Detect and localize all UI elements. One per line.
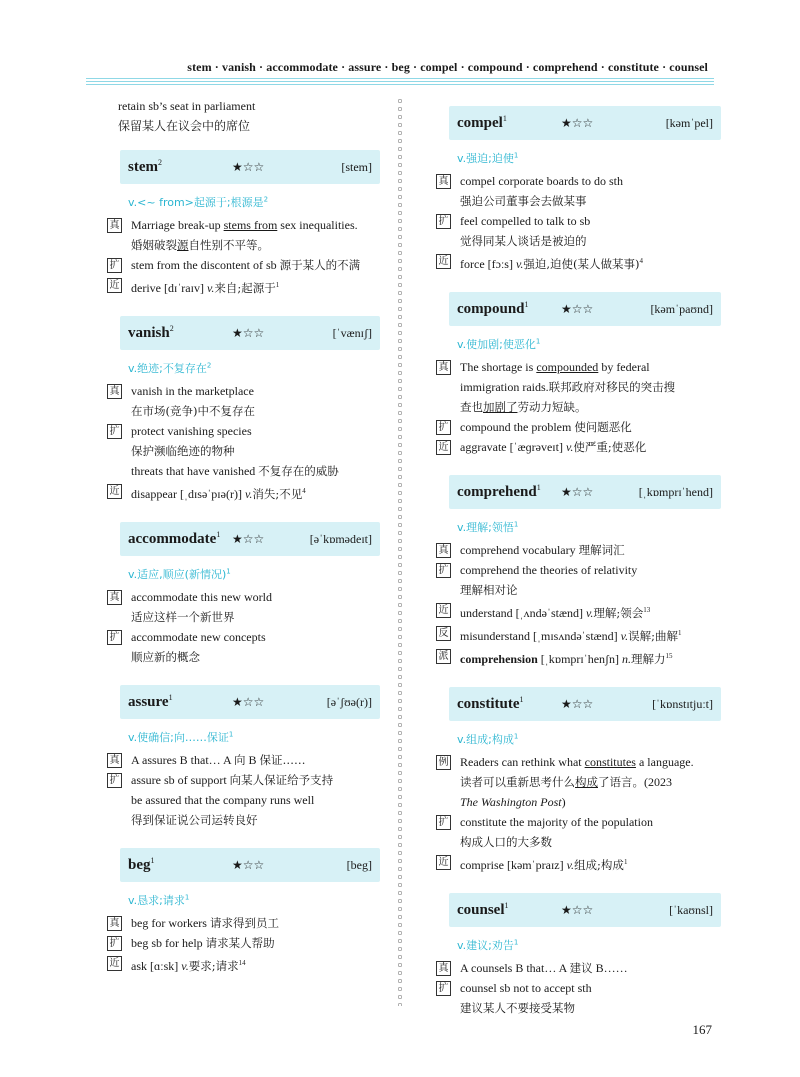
star-rating-icon: ★☆☆	[232, 326, 265, 340]
headword: compound$^1$	[457, 300, 529, 317]
entry-line: 构成人口的大多数	[460, 835, 552, 849]
entry-line: 查也加剧了劳动力短缺。	[460, 400, 587, 414]
label-box-icon: 真	[436, 961, 451, 976]
phonetic: [stem]	[341, 160, 372, 174]
label-box-icon: 近	[107, 484, 122, 499]
star-rating-icon: ★☆☆	[232, 858, 265, 872]
entry-line: 真 beg for workers 请求得到员工	[118, 913, 380, 933]
label-box-icon: 扩	[107, 630, 122, 645]
meaning: v.使确信;向……保证$^1$	[128, 730, 234, 744]
headword: stem$^2$	[128, 158, 162, 175]
headword: accommodate$^1$	[128, 530, 221, 547]
entry-line: 扩 compound the problem 使问题恶化	[447, 417, 721, 437]
entry-headword-box	[449, 106, 721, 140]
label-box-icon: 反	[436, 626, 451, 641]
phonetic: [ˈvænɪʃ]	[332, 326, 372, 340]
entry-line: 扩 accommodate new concepts	[118, 627, 380, 647]
entry-line: 在市场(竞争)中不复存在	[131, 404, 255, 418]
phonetic: [beg]	[346, 858, 372, 872]
entry-line: 派 comprehension [ˌkɒmprɪˈhenʃn] n.理解力$^{15}$	[447, 646, 721, 669]
meaning: v.<~ from>起源于;根源是$^2$	[128, 195, 269, 209]
entry-constitute	[438, 687, 721, 875]
entry-line: 真 compel corporate boards to do sth	[447, 171, 721, 191]
entry-line: 反 misunderstand [ˌmɪsʌndəˈstænd] v.误解;曲解$^1$	[447, 623, 721, 646]
entry-line: 扩 constitute the majority of the population	[447, 812, 721, 832]
entry-line: 理解相对论	[460, 583, 518, 597]
entry-headword-box	[120, 685, 380, 719]
label-box-icon: 近	[436, 855, 451, 870]
entry-headword-box	[120, 150, 380, 184]
entry-vanish	[109, 316, 380, 504]
carryover-en: retain sb’s seat in parliament	[118, 99, 256, 113]
meaning: v.恳求;请求$^1$	[128, 893, 190, 907]
label-box-icon: 近	[107, 956, 122, 971]
entry-line: 保护濒临绝迹的物种	[131, 444, 235, 458]
entry-line: 近 disappear [ˌdɪsəˈpɪə(r)] v.消失;不见$^4$	[118, 481, 380, 504]
star-rating-icon: ★☆☆	[232, 695, 265, 709]
label-box-icon: 真	[107, 384, 122, 399]
entry-line: 得到保证说公司运转良好	[131, 813, 258, 827]
entry-headword-box	[449, 893, 721, 927]
label-box-icon: 扩	[107, 773, 122, 788]
entry-line: 近 aggravate [ˈæɡrəveɪt] v.使严重;使恶化	[447, 437, 721, 457]
phonetic: [ˈkɒnstɪtjuːt]	[652, 697, 713, 711]
entry-line: 扩 stem from the discontent of sb 源于某人的不满	[118, 255, 380, 275]
label-box-icon: 近	[107, 278, 122, 293]
meaning: v.强迫;迫使$^1$	[457, 151, 519, 165]
entry-headword-box	[449, 292, 721, 326]
label-box-icon: 扩	[436, 815, 451, 830]
entry-line: 建议某人不要接受某物	[460, 1001, 575, 1015]
carryover-zh: 保留某人在议会中的席位	[118, 119, 251, 133]
entry-compound	[438, 292, 721, 457]
label-box-icon: 真	[436, 360, 451, 375]
entry-line: 扩 beg sb for help 请求某人帮助	[118, 933, 380, 953]
entry-line: 真 accommodate this new world	[118, 587, 380, 607]
headword: assure$^1$	[128, 693, 173, 710]
headword: counsel$^1$	[457, 901, 509, 918]
label-box-icon: 扩	[107, 936, 122, 951]
headword: compel$^1$	[457, 114, 507, 131]
entry-line: immigration raids.联邦政府对移民的突击搜	[460, 380, 676, 394]
meaning: v.适应,顺应(新情况)$^1$	[128, 567, 231, 581]
label-box-icon: 扩	[107, 424, 122, 439]
entry-stem	[109, 150, 380, 298]
entry-accommodate	[109, 522, 380, 667]
headword: vanish$^2$	[128, 324, 174, 341]
entry-line: 婚姻破裂源自性别不平等。	[131, 238, 269, 252]
label-box-icon: 真	[107, 916, 122, 931]
headword: comprehend$^1$	[457, 483, 541, 500]
entry-assure	[109, 685, 380, 830]
entry-line: 强迫公司董事会去做某事	[460, 194, 587, 208]
entry-line: 适应这样一个新世界	[131, 610, 235, 624]
entry-line: 扩 assure sb of support 向某人保证给予支持	[118, 770, 380, 790]
right-column	[438, 96, 721, 1036]
entry-line: 真 A counsels B that… A 建议 B……	[447, 958, 721, 978]
meaning: v.理解;领悟$^1$	[457, 520, 519, 534]
phonetic: [ˈkaʊnsl]	[669, 903, 713, 917]
label-box-icon: 真	[107, 590, 122, 605]
meaning: v.组成;构成$^1$	[457, 732, 519, 746]
page-header	[0, 0, 800, 95]
header-word-list: stem · vanish · accommodate · assure · beg · compel · compound · comprehend · constitute · counsel	[187, 60, 708, 74]
left-column	[109, 96, 380, 994]
entry-line: 扩 counsel sb not to accept sth	[447, 978, 721, 998]
carryover-text	[118, 96, 380, 136]
star-rating-icon: ★☆☆	[232, 160, 265, 174]
entry-line: 扩 protect vanishing species	[118, 421, 380, 441]
entry-line: 近 ask [ɑːsk] v.要求;请求$^{14}$	[118, 953, 380, 976]
label-box-icon: 派	[436, 649, 451, 664]
label-box-icon: 例	[436, 755, 451, 770]
entry-line: 读者可以重新思考什么构成了语言。(2023	[460, 775, 672, 789]
label-box-icon: 扩	[436, 563, 451, 578]
column-divider	[397, 98, 403, 1006]
label-box-icon: 扩	[436, 214, 451, 229]
phonetic: [əˈʃʊə(r)]	[326, 695, 372, 709]
star-rating-icon: ★☆☆	[561, 697, 594, 711]
entry-headword-box	[120, 316, 380, 350]
entry-line: 扩 comprehend the theories of relativity	[447, 560, 721, 580]
label-box-icon: 近	[436, 603, 451, 618]
label-box-icon: 近	[436, 440, 451, 455]
page-number: 167	[692, 1022, 712, 1037]
entry-headword-box	[449, 687, 721, 721]
label-box-icon: 真	[107, 218, 122, 233]
entry-line: 扩 feel compelled to talk to sb	[447, 211, 721, 231]
label-box-icon: 扩	[436, 981, 451, 996]
entry-line: threats that have vanished 不复存在的威胁	[131, 464, 339, 478]
entry-headword-box	[449, 475, 721, 509]
entry-line: 觉得同某人谈话是被迫的	[460, 234, 587, 248]
phonetic: [əˈkɒmədeɪt]	[309, 532, 372, 546]
star-rating-icon: ★☆☆	[561, 116, 594, 130]
label-box-icon: 扩	[107, 258, 122, 273]
entry-line: be assured that the company runs well	[131, 793, 315, 807]
entry-line: 近 force [fɔːs] v.强迫,迫使(某人做某事)$^4$	[447, 251, 721, 274]
header-rule	[86, 78, 714, 88]
entry-line: 顺应新的概念	[131, 650, 200, 664]
entry-line: 真 vanish in the marketplace	[118, 381, 380, 401]
entry-line: 真 Marriage break-up stems from sex inequalities.	[118, 215, 380, 235]
entry-headword-box	[120, 848, 380, 882]
entry-line: 近 understand [ˌʌndəˈstænd] v.理解;领会$^{13}$	[447, 600, 721, 623]
label-box-icon: 近	[436, 254, 451, 269]
entry-line: 真 A assures B that… A 向 B 保证……	[118, 750, 380, 770]
entry-line: 近 comprise [kəmˈpraɪz] v.组成;构成$^1$	[447, 852, 721, 875]
star-rating-icon: ★☆☆	[561, 302, 594, 316]
star-rating-icon: ★☆☆	[561, 903, 594, 917]
phonetic: [kəmˈpaʊnd]	[650, 302, 713, 316]
entry-comprehend	[438, 475, 721, 669]
meaning: v.绝迹;不复存在$^2$	[128, 361, 212, 375]
entry-line: The Washington Post)	[460, 795, 566, 809]
entry-line: 例 Readers can rethink what constitutes a language.	[447, 752, 721, 772]
entry-beg	[109, 848, 380, 976]
phonetic: [kəmˈpel]	[665, 116, 713, 130]
entry-headword-box	[120, 522, 380, 556]
entry-line: 真 comprehend vocabulary 理解词汇	[447, 540, 721, 560]
label-box-icon: 真	[107, 753, 122, 768]
phonetic: [ˌkɒmprɪˈhend]	[638, 485, 713, 499]
entry-line: 近 derive [dɪˈraɪv] v.来自;起源于$^1$	[118, 275, 380, 298]
headword: constitute$^1$	[457, 695, 524, 712]
meaning: v.建议;劝告$^1$	[457, 938, 519, 952]
entry-compel	[438, 106, 721, 274]
star-rating-icon: ★☆☆	[232, 532, 265, 546]
headword: beg$^1$	[128, 856, 155, 873]
label-box-icon: 真	[436, 543, 451, 558]
entry-line: 真 The shortage is compounded by federal	[447, 357, 721, 377]
label-box-icon: 扩	[436, 420, 451, 435]
meaning: v.使加剧;使恶化$^1$	[457, 337, 541, 351]
entry-counsel	[438, 893, 721, 1018]
star-rating-icon: ★☆☆	[561, 485, 594, 499]
label-box-icon: 真	[436, 174, 451, 189]
